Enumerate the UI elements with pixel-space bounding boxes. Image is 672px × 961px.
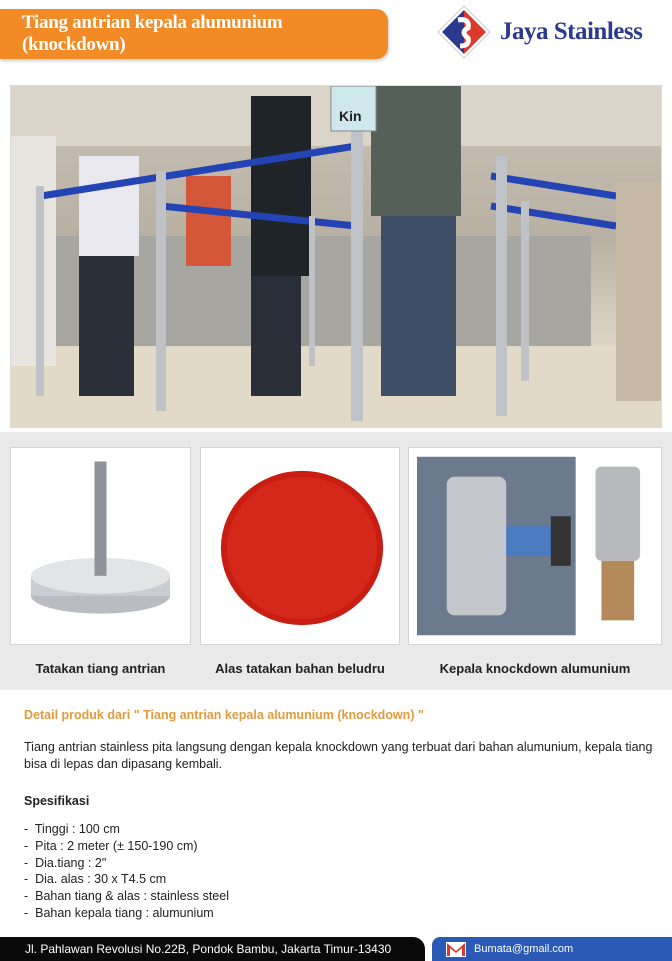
spec-item: - Pita : 2 meter (± 150-190 cm): [24, 838, 229, 855]
detail-title: Detail produk dari " Tiang antrian kepala alumunium (knockdown) ": [24, 708, 424, 722]
spec-item: - Bahan kepala tiang : alumunium: [24, 905, 229, 922]
product-base-image: [10, 447, 191, 645]
product-head-image: [408, 447, 662, 645]
spec-title: Spesifikasi: [24, 794, 90, 808]
brand-logo: [436, 4, 642, 60]
page-title: Tiang antrian kepala alumunium (knockdown): [22, 12, 283, 55]
page-title-banner: [0, 9, 388, 59]
knockdown-head-icon: [417, 456, 653, 636]
footer-email[interactable]: [432, 937, 672, 961]
spec-item: - Bahan tiang & alas : stainless steel: [24, 888, 229, 905]
queue-scene-image: [11, 86, 662, 428]
mail-icon: [446, 942, 466, 957]
address-text: Jl. Pahlawan Revolusi No.22B, Pondok Bambu, Jakarta Timur-13430: [25, 942, 392, 956]
brand-logo-icon: [436, 4, 492, 60]
stanchion-base-icon: [19, 456, 182, 636]
product-description: Tiang antrian stainless pita langsung dengan kepala knockdown yang terbuat dari bahan alumunium, kepala tiang bisa di lepas dan dipasang kembali.: [24, 740, 653, 771]
spec-item: - Dia.tiang : 2": [24, 855, 229, 872]
product-caption: Kepala knockdown alumunium: [439, 661, 631, 676]
spec-list: [24, 821, 229, 922]
sign-label: Kin: [339, 108, 362, 124]
email-link[interactable]: Bumata@gmail.com: [474, 943, 574, 955]
queue-photo: [10, 85, 662, 428]
footer-address: [0, 937, 425, 961]
brand-name: [500, 18, 642, 46]
spec-item: - Tinggi : 100 cm: [24, 821, 229, 838]
product-velvet-image: [200, 447, 400, 645]
spec-item: - Dia. alas : 30 x T4.5 cm: [24, 871, 229, 888]
brand-name-text: Jaya Stainless: [500, 18, 643, 45]
product-gallery: [0, 432, 672, 690]
velvet-pad-icon: [209, 456, 391, 636]
product-caption: Tatakan tiang antrian: [35, 661, 166, 676]
product-caption: Alas tatakan bahan beludru: [215, 661, 385, 676]
